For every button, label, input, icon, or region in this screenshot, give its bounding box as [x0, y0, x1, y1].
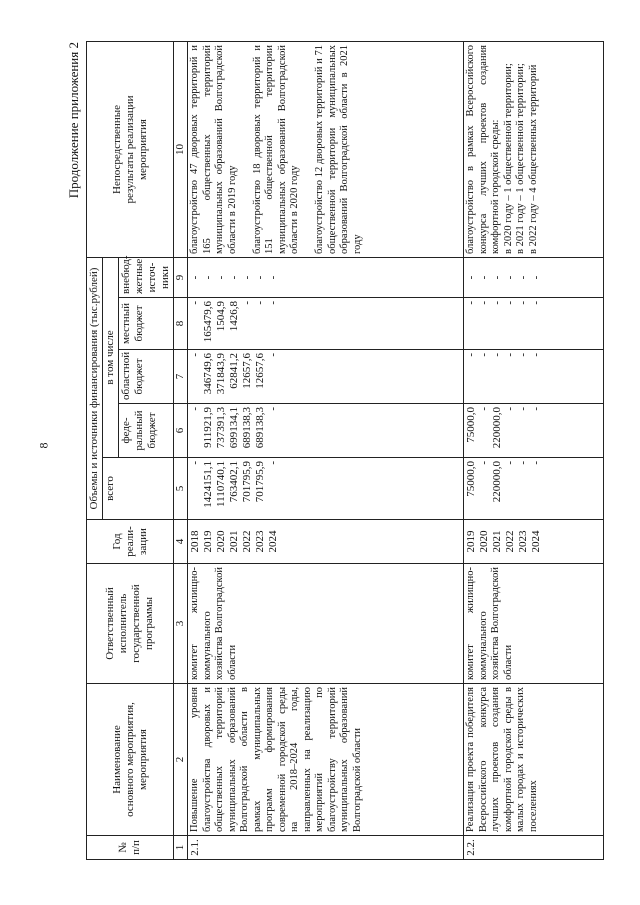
header-year: Год реали- зации	[87, 520, 174, 564]
continuation-caption: Продолжение приложения 2	[66, 42, 81, 199]
column-number-row	[174, 41, 188, 859]
header-name: Наименование основного мероприятия, мероприятия	[87, 684, 174, 836]
row-number: 2.1.	[188, 836, 464, 860]
row-offbudget: - - - - - - -	[188, 257, 464, 297]
header-in-that: в том числе	[103, 257, 119, 457]
row-total: 75000,0 - 220000,0 - - -	[464, 458, 604, 520]
header-regional: областной бюджет	[119, 350, 174, 404]
row-name: Повышение уровня благоустройства дворовых и общественных территорий муниципальных образований Волгоградской области в рамках муниципальных программ формирования современной городской среды на 2018–2024 годы, направленных на реализацию мероприятий по благоустройству территорий муниципальных образований Волгоградской области	[188, 684, 464, 836]
header-offbudget: внебюд- жетные источ- ники	[119, 257, 174, 297]
row-local: - - - - - -	[464, 298, 604, 350]
row-executor: комитет жилищно-коммунального хозяйства Волгоградской области	[464, 564, 604, 684]
table-row	[188, 41, 464, 859]
row-federal: 75000,0 - 220000,0 - - -	[464, 404, 604, 458]
row-local: - 165479,6 1504,9 1426,8 - - -	[188, 298, 464, 350]
column-number: 6	[174, 404, 188, 458]
column-number: 2	[174, 684, 188, 836]
column-number: 3	[174, 564, 188, 684]
funding-table	[86, 41, 604, 860]
header-local: местный бюджет	[119, 298, 174, 350]
row-regional: - 346749,6 371843,9 62841,2 12657,6 12657,6 -	[188, 350, 464, 404]
header-results: Непосредственные результаты реализации мероприятия	[87, 41, 174, 257]
row-years: 2019 2020 2021 2022 2023 2024	[464, 520, 604, 564]
column-number: 7	[174, 350, 188, 404]
page-number: 8	[36, 442, 51, 449]
header-funding: Объемы и источники финансирования (тыс.рублей)	[87, 257, 103, 519]
column-number: 4	[174, 520, 188, 564]
row-offbudget: - - - - - -	[464, 257, 604, 297]
row-results: благоустройство в рамках Всероссийского конкурса лучших проектов создания комфортной городской среды: в 2020 году – 1 общественной территории; в 2021 году – 1 общественной территории; в 2022 году – 4 общественных территорий	[464, 41, 604, 257]
column-number: 8	[174, 298, 188, 350]
row-number: 2.2.	[464, 836, 604, 860]
header-no: № п/п	[87, 836, 174, 860]
row-name: Реализация проекта победителя Всероссийского конкурса лучших проектов создания комфортной городской среды в малых городах и исторических поселениях	[464, 684, 604, 836]
header-executor: Ответственный исполнитель государственной программы	[87, 564, 174, 684]
column-number: 10	[174, 41, 188, 257]
row-years: 2018 2019 2020 2021 2022 2023 2024	[188, 520, 464, 564]
column-number: 9	[174, 257, 188, 297]
header-federal: феде- ральный бюджет	[119, 404, 174, 458]
row-results: благоустройство 47 дворовых территорий и 165 общественных территорий муниципальных образований Волгоградской области в 2019 году благоустройство 18 дворовых территорий и 151 общественной территории муниципальных образований Волгоградской области в 2020 году благоустройство 12 дворовых территорий и 71 общественной территории муниципальных образований Волгоградской области в 2021 году	[188, 41, 464, 257]
row-regional: - - - - - -	[464, 350, 604, 404]
header-total: всего	[103, 458, 174, 520]
row-executor: комитет жилищно-коммунального хозяйства Волгоградской области	[188, 564, 464, 684]
row-total: - 1424151,1 1110740,1 763402,1 701795,9 701795,9 -	[188, 458, 464, 520]
table-row	[464, 41, 604, 859]
column-number: 1	[174, 836, 188, 860]
column-number: 5	[174, 458, 188, 520]
rotated-table-page	[62, 42, 622, 860]
row-federal: - 911921,9 737391,3 699134,1 689138,3 689138,3 -	[188, 404, 464, 458]
